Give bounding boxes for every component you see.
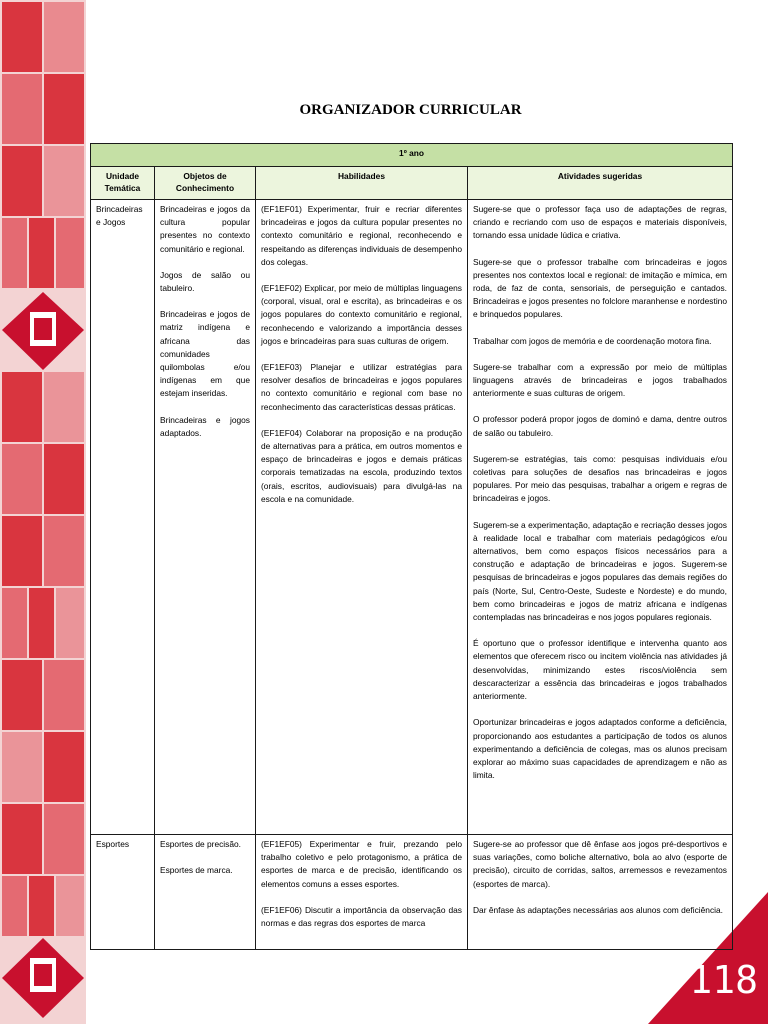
skill-item: (EF1EF06) Discutir a importância da observação das normas e das regras dos esportes de marca (261, 904, 462, 929)
activity-item: Sugerem-se a experimentação, adaptação e recriação desses jogos à realidade local e trabalhar com materiais pedagógicos e/ou alternativos, bem como espaços físicos necessários para a construção e adaptação de brincadeiras e jogos. Sugerem-se pesquisas de brincadeiras e jogos populares das demais regiões do país (Norte, Sul, Centro-Oeste, Sudeste e Nordeste) e do mundo, bem como brincadeiras e jogos de matriz africana e indígenas contempladas nas brincadeiras e nos jogos populares regionais. (473, 519, 727, 623)
activity-item: Sugere-se que o professor trabalhe com brincadeiras e jogos presentes nos contextos local e regional: de imitação e mímica, em roda, de faz de conta, sensoriais, de perseguição e cantados. Brincadeiras e jogos presentes no folclore maranhense e nordestino e brinquedos populares. (473, 256, 727, 320)
curriculum-table (90, 143, 733, 950)
activity-item: Sugere-se trabalhar com a expressão por meio de múltiplas linguagens através de brincadeiras e jogos trabalhados anteriormente e suas culturas de origem. (473, 361, 727, 399)
object-item: Jogos de salão ou tabuleiro. (160, 269, 250, 294)
column-header-activities: Atividades sugeridas (468, 167, 733, 200)
skill-item: (EF1EF01) Experimentar, fruir e recriar diferentes brincadeiras e jogos da cultura popular presentes no contexto comunitário e regional, reconhecendo e respeitando as diferenças individuais de desempenho dos colegas. (261, 204, 462, 267)
activity-item: Oportunizar brincadeiras e jogos adaptados conforme a deficiência, proporcionando aos estudantes a participação de todos os alunos experimentando a deficiência de colegas, mas os alunos precisam explorar ao máximo suas capacidades de aprendizagem e não as limita. (473, 717, 727, 781)
decorative-photo-strip (0, 0, 86, 1024)
skills-cell (256, 835, 468, 950)
skill-item: (EF1EF04) Colaborar na proposição e na produção de alternativas para a prática, em outros momentos e espaço de brincadeiras e jogos e demais práticas corporais tematizadas na escola, produzindo textos (orais, escritos, audiovisuais) para divulgá-las na escola e na comunidade. (261, 427, 462, 504)
unit-cell: Brincadeiras e Jogos (91, 200, 155, 835)
skill-item: (EF1EF05) Experimentar e fruir, prezando pelo trabalho coletivo e pelo protagonismo, a prática de esportes de marca e de precisão, identificando os elementos comuns a esses esportes. (261, 839, 462, 889)
activities-cell (468, 835, 733, 950)
activity-item: É oportuno que o professor identifique e intervenha quanto aos elementos que oferecem risco ou incitem violência nas atividades já desenvolvidas, minimizando estes riscos/violência sem descaracterizar a essência das brincadeiras e jogos trabalhados anteriormente. (473, 638, 727, 702)
object-item: Brincadeiras e jogos de matriz indígena e africana das comunidades quilombolas e/ou indígenas em que estejam inseridas. (160, 309, 250, 399)
document-title: ORGANIZADOR CURRICULAR (299, 102, 522, 118)
activity-item: O professor poderá propor jogos de dominó e dama, dentre outros de salão ou tabuleiro. (473, 414, 727, 438)
unit-cell: Esportes (91, 835, 155, 950)
object-item: Brincadeiras e jogos da cultura popular presentes no contexto comunitário e regional. (160, 204, 250, 254)
objects-cell (155, 835, 256, 950)
objects-cell (155, 200, 256, 835)
column-header-objects: Objetos de Conhecimento (155, 167, 256, 200)
activities-cell (468, 200, 733, 835)
skill-item: (EF1EF03) Planejar e utilizar estratégias para resolver desafios de brincadeiras e jogos populares no contexto comunitário e regional com base no reconhecimento das características dessas práticas. (261, 362, 462, 412)
page-number: 118 (689, 958, 758, 1002)
activity-item: Sugerem-se estratégias, tais como: pesquisas individuais e/ou coletivas para soluções de desafios nas brincadeiras e jogos populares. Por meio das pesquisas, trabalhar a origem e regras de brincadeiras e jogos. (473, 453, 727, 504)
activity-item: Trabalhar com jogos de memória e de coordenação motora fina. (473, 335, 712, 346)
object-item: Esportes de marca. (160, 865, 233, 876)
activity-item: Sugere-se ao professor que dê ênfase aos jogos pré-desportivos e suas variações, como boliche alternativo, bola ao alvo (esporte de precisão), circuito de corridas, saltos, arremessos e revezamentos (esportes de marca). (473, 839, 727, 889)
skill-item: (EF1EF02) Explicar, por meio de múltiplas linguagens (corporal, visual, oral e escrita), as brincadeiras e os jogos populares do contexto comunitário e regional, reconhecendo e valorizando a importância desses jogos e brincadeiras para suas culturas de origem. (261, 283, 462, 346)
activity-item: Dar ênfase às adaptações necessárias aos alunos com deficiência. (473, 904, 723, 915)
skills-cell (256, 200, 468, 835)
column-header-unit: Unidade Temática (91, 167, 155, 200)
object-item: Esportes de precisão. (160, 839, 242, 849)
table-row (91, 835, 733, 950)
activity-item: Sugere-se que o professor faça uso de adaptações de regras, criando e recriando com uso de espaços e materiais disponíveis, tornando essa unidade lúdica e criativa. (473, 204, 727, 241)
year-header: 1º ano (91, 144, 733, 167)
column-header-skills: Habilidades (256, 167, 468, 200)
object-item: Brincadeiras e jogos adaptados. (160, 414, 250, 438)
table-row (91, 200, 733, 835)
